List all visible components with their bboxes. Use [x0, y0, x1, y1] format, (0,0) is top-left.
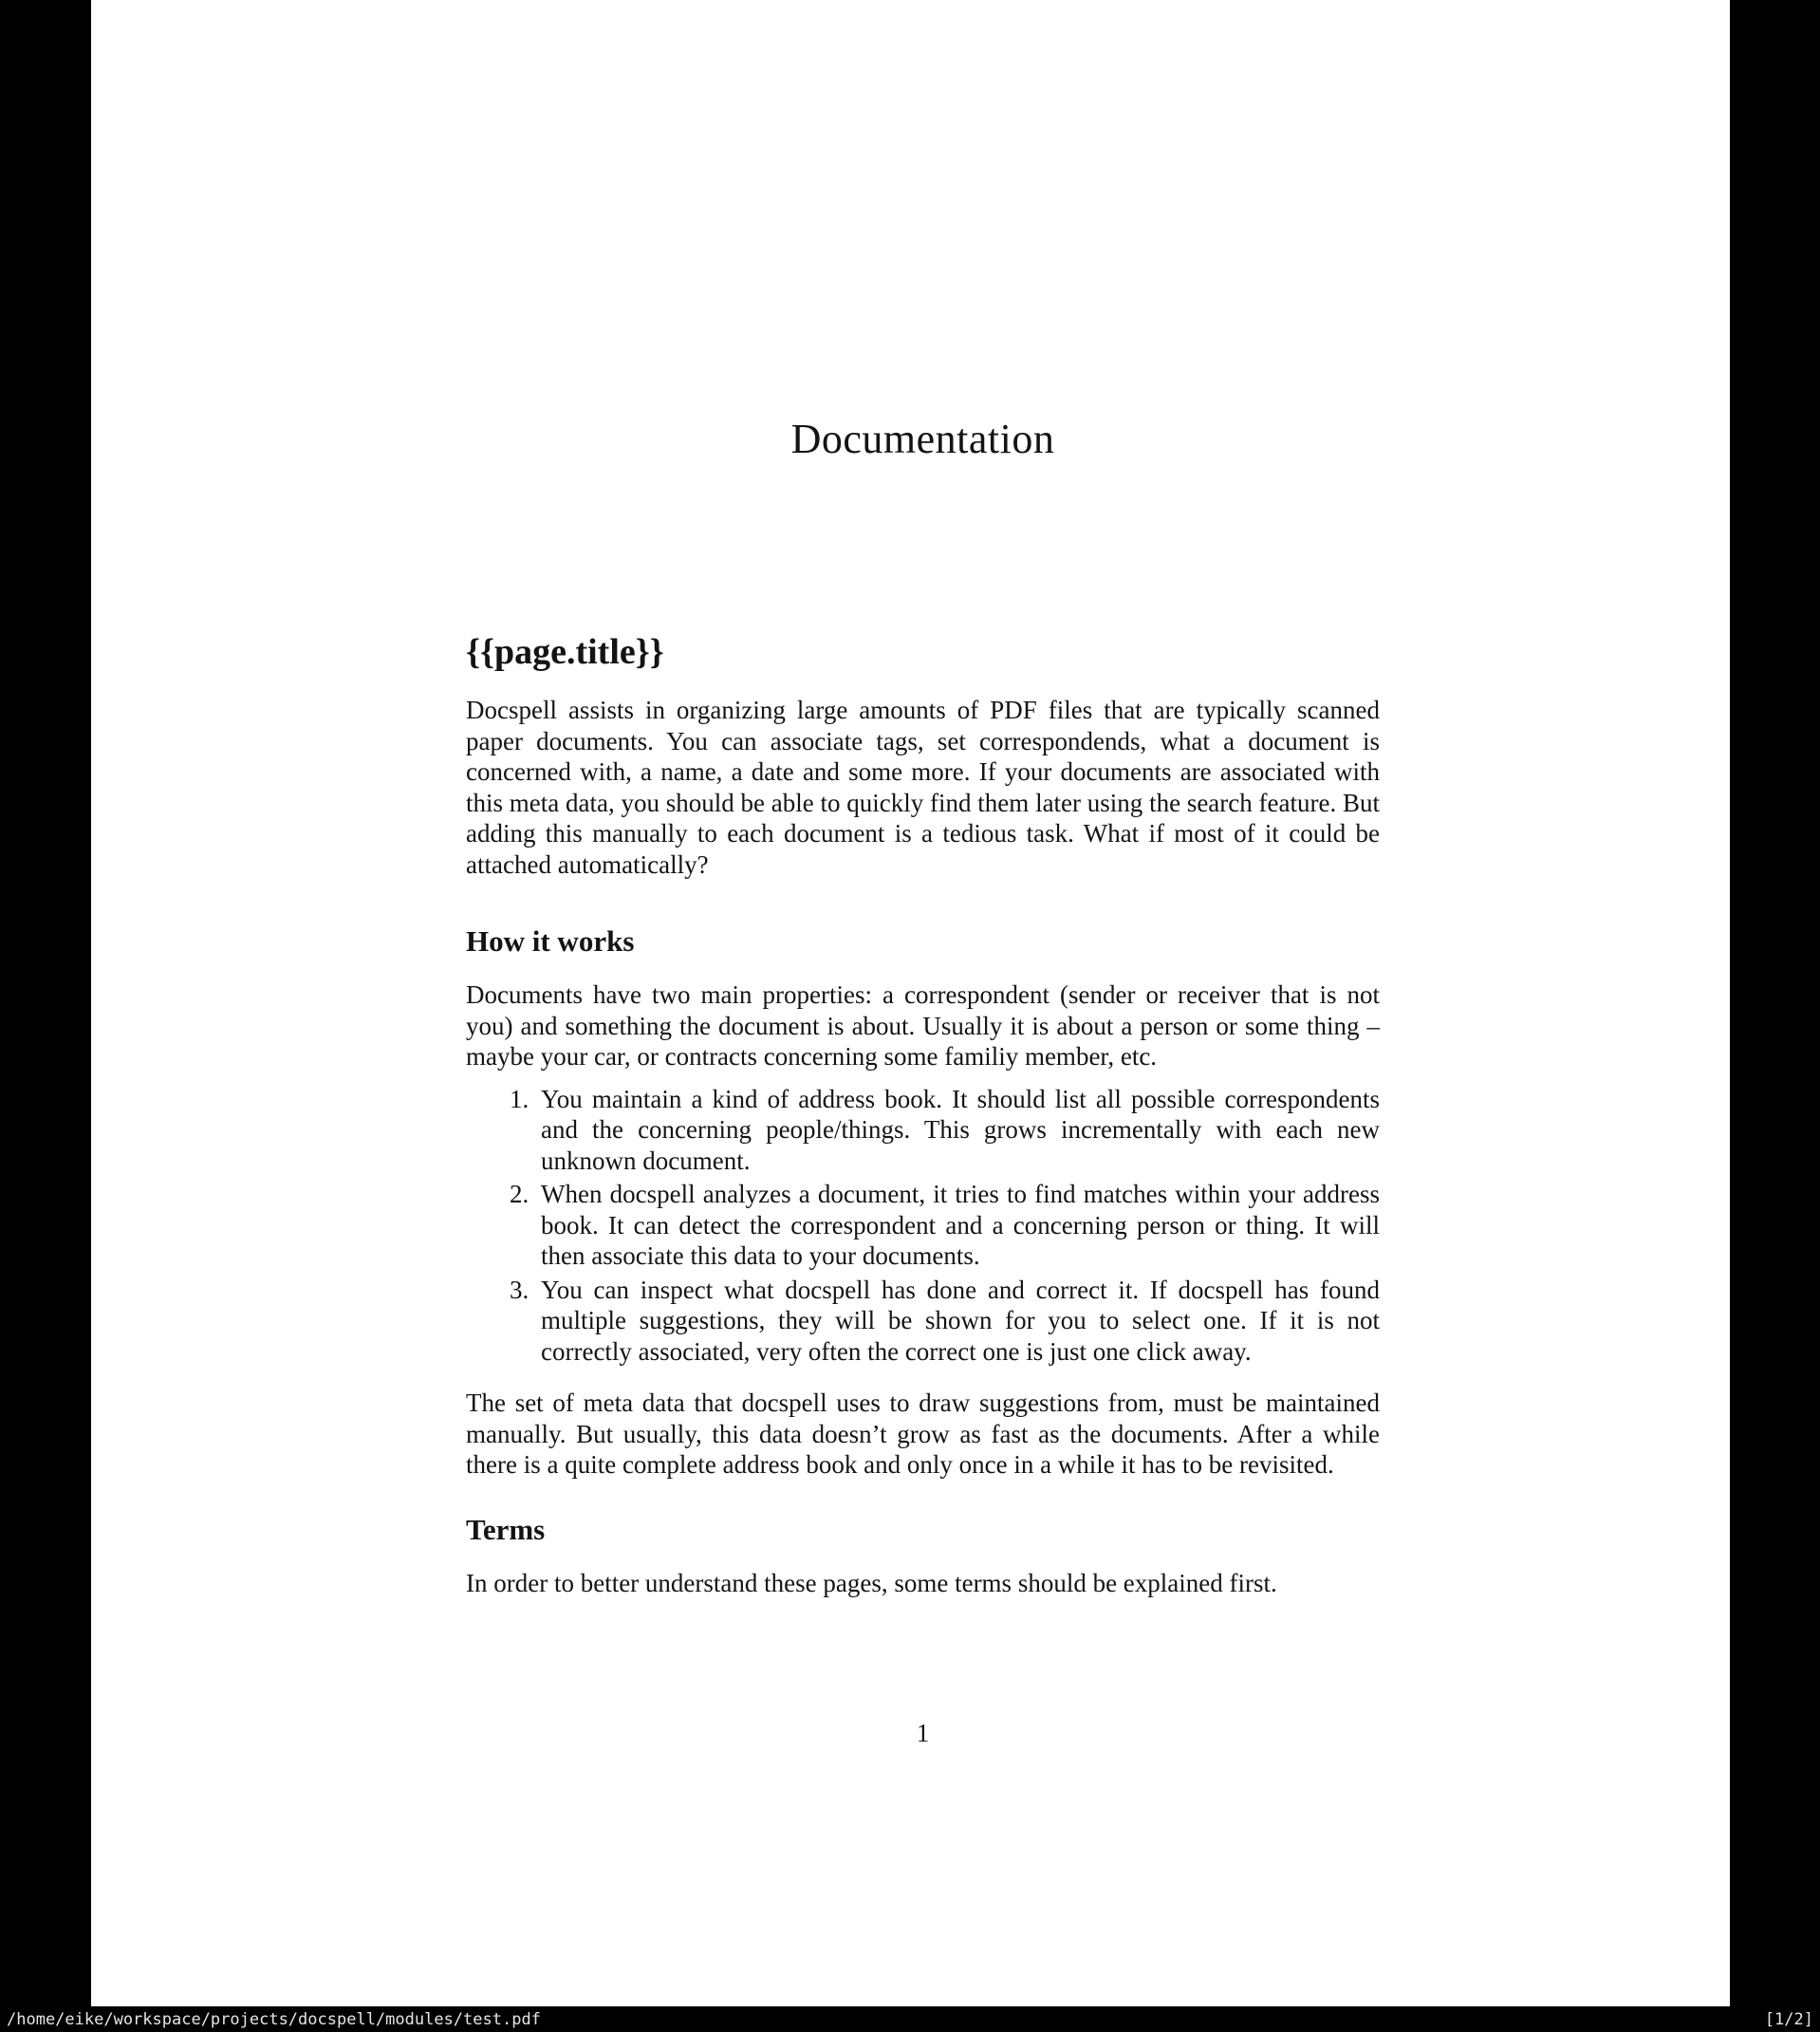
intro-paragraph: Docspell assists in organizing large amounts of PDF files that are typically scanned paper documents. You can associate tags, set correspondends, what a document is concerned with, a name, a date and some more. If your documents are associated with this meta data, you should be able to quickly find them later using the search feature. But adding this manually to each document is a tedious task. What if most of it could be attached automatically?	[466, 696, 1380, 879]
statusbar-page-indicator: [1/2]	[1764, 2009, 1813, 2029]
how-it-works-closing-paragraph: The set of meta data that docspell uses to draw suggestions from, must be maintained manually. But usually, this data doesn’t grow as fast as the documents. After a while there is a quite complete address book and only once in a while it has to be revisited.	[466, 1389, 1380, 1480]
page-number: 1	[916, 1718, 930, 1747]
list-item: 1. You maintain a kind of address book. It should list all possible correspondents and the concerning people/things. This grows incrementally with each new unknown document.	[535, 1084, 1380, 1177]
pdf-page-canvas[interactable]	[91, 0, 1730, 2006]
heading-terms: Terms	[466, 1512, 546, 1546]
page-content	[466, 0, 1380, 1748]
statusbar-file-path: /home/eike/workspace/projects/docspell/modules/test.pdf	[7, 2009, 541, 2029]
how-it-works-paragraph: Documents have two main properties: a correspondent (sender or receiver that is not you) and something the document is about. Usually it is about a person or some thing – maybe your car, or contracts concerning some familiy member, etc.	[466, 980, 1380, 1072]
list-item: 3. You can inspect what docspell has done and correct it. If docspell has found multiple suggestions, they will be shown for you to select one. If it is not correctly associated, very often the correct one is just one click away.	[535, 1275, 1380, 1368]
heading-how-it-works: How it works	[466, 924, 635, 959]
list-item: 2. When docspell analyzes a document, it tries to find matches within your address book. It can detect the correspondent and a concerning person or thing. It will then associate this data to your documents.	[535, 1179, 1380, 1272]
document-title: Documentation	[790, 416, 1055, 462]
terms-paragraph: In order to better understand these pages, some terms should be explained first.	[466, 1569, 1277, 1598]
how-it-works-steps-list	[466, 1084, 1380, 1368]
statusbar	[0, 2006, 1820, 2032]
section-heading-page-title: {{page.title}}	[466, 631, 664, 672]
